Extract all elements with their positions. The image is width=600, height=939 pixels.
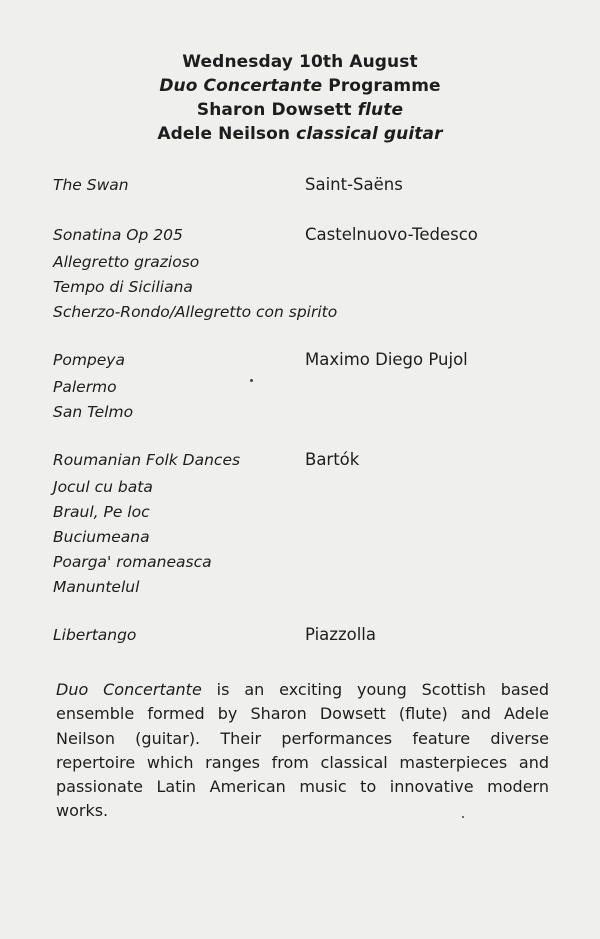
piece-title: Sonatina Op 205 — [53, 226, 183, 244]
movement: Scherzo-Rondo/Allegretto con spirito — [53, 303, 338, 321]
piece-sonatina — [53, 225, 573, 325]
movement: Palermo — [53, 378, 117, 396]
movement: San Telmo — [53, 403, 134, 421]
ensemble-name: Duo Concertante — [159, 76, 323, 96]
movement: Tempo di Siciliana — [53, 278, 193, 296]
piece-row — [53, 225, 573, 250]
performer-1-instrument: flute — [357, 100, 404, 120]
movement: Jocul cu bata — [53, 478, 153, 496]
piece-title: Roumanian Folk Dances — [53, 451, 241, 469]
piece-composer: Castelnuovo-Tedesco — [305, 225, 478, 244]
performer-2-name: Adele Neilson — [157, 124, 291, 144]
piece-row — [53, 625, 573, 650]
movement: Allegretto grazioso — [53, 253, 200, 271]
piece-composer: Bartók — [305, 450, 360, 469]
piece-composer: Piazzolla — [305, 625, 376, 644]
piece-row — [53, 350, 573, 375]
movement: Poarga' romaneasca — [53, 553, 212, 571]
performer-2-instrument: classical guitar — [296, 124, 443, 144]
piece-row — [53, 450, 573, 475]
piece-title: The Swan — [53, 176, 129, 194]
performer-1 — [0, 98, 600, 122]
piece-title: Pompeya — [53, 351, 125, 369]
blurb-ensemble-name: Duo Concertante — [56, 680, 202, 699]
programme-header — [0, 50, 600, 146]
piece-row — [53, 175, 573, 200]
programme-word: Programme — [328, 76, 441, 96]
programme-title — [0, 74, 600, 98]
blurb-text: is an exciting young Scottish based ensemble formed by Sharon Dowsett (flute) and Adele Neilson (guitar). Their performances feature diverse repertoire which ranges from classical masterpieces and passionate Latin American music to innovative modern works. — [56, 680, 550, 821]
performer-1-name: Sharon Dowsett — [196, 100, 352, 120]
print-speck — [462, 816, 464, 818]
piece-title: Libertango — [53, 626, 137, 644]
ensemble-description — [56, 678, 549, 824]
movement: Buciumeana — [53, 528, 150, 546]
movement: Manuntelul — [53, 578, 140, 596]
piece-libertango — [53, 625, 573, 650]
concert-date: Wednesday 10th August — [182, 52, 418, 72]
piece-pompeya — [53, 350, 573, 425]
print-speck — [250, 379, 253, 382]
movement: Braul, Pe loc — [53, 503, 150, 521]
piece-roumanian-folk-dances — [53, 450, 573, 600]
piece-composer: Maximo Diego Pujol — [305, 350, 468, 369]
programme-list — [53, 175, 573, 675]
performer-2 — [0, 122, 600, 146]
piece-composer: Saint-Saëns — [305, 175, 403, 194]
piece-the-swan — [53, 175, 573, 200]
